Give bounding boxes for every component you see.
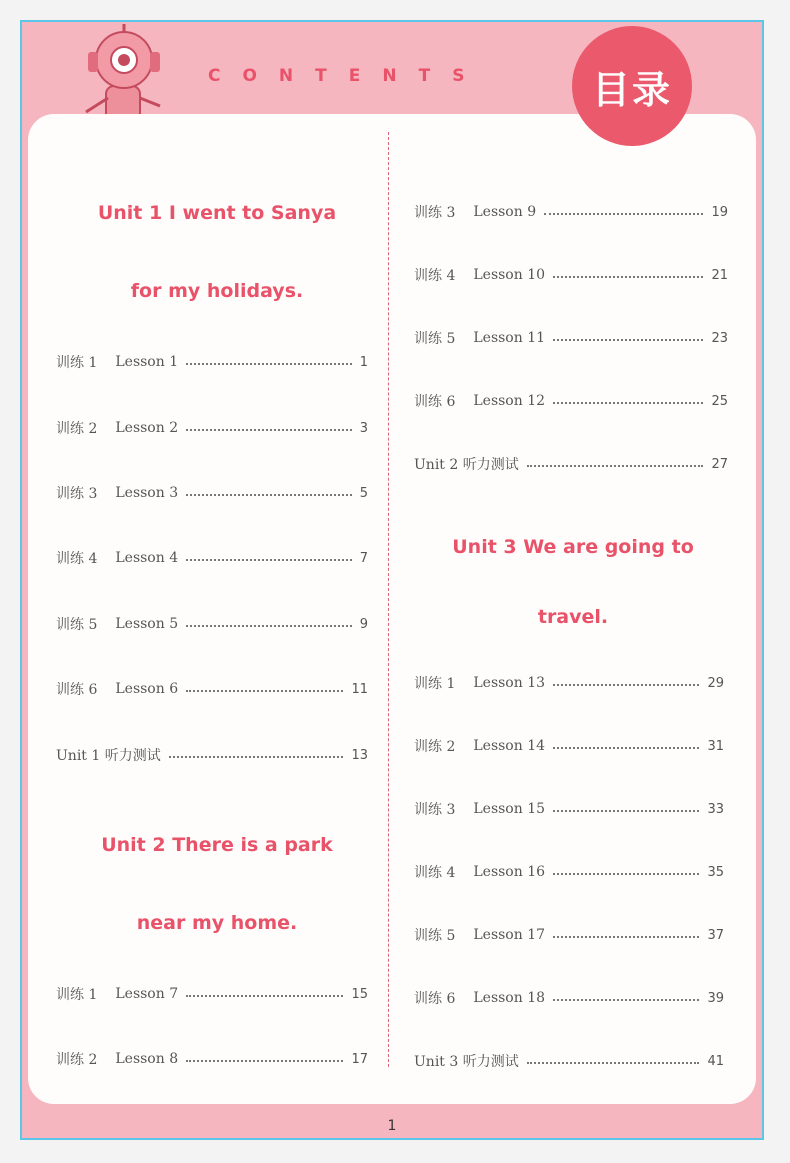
toc-entry[interactable] (414, 925, 724, 945)
leader-dots (553, 999, 699, 1001)
leader-dots (553, 684, 699, 686)
toc-entry-page: 31 (707, 738, 724, 754)
column-divider (388, 132, 389, 1067)
toc-entry-page: 33 (707, 801, 724, 817)
toc-entry[interactable] (56, 745, 368, 765)
toc-entry-label: 训练 1 (56, 987, 98, 1003)
toc-entry-label: Unit 2 听力测试 (414, 457, 519, 473)
toc-entry-page: 3 (359, 420, 368, 436)
toc-entry[interactable] (56, 679, 368, 699)
leader-dots (553, 747, 699, 749)
toc-entry-lesson: Lesson 3 (115, 485, 179, 501)
toc-entry-lesson: Lesson 17 (473, 927, 546, 943)
toc-entry-lesson: Lesson 4 (115, 550, 179, 566)
toc-entry-page: 21 (711, 267, 728, 283)
toc-entry-page: 29 (707, 675, 724, 691)
toc-entry-lesson: Lesson 14 (473, 738, 546, 754)
contents-heading: CONTENTS (208, 66, 487, 86)
toc-entry[interactable] (414, 202, 728, 222)
toc-entry-page: 41 (707, 1053, 724, 1069)
toc-entry-page: 23 (711, 330, 728, 346)
leader-dots (553, 339, 703, 341)
toc-entry-lesson: Lesson 18 (473, 990, 546, 1006)
unit-3-heading-line2: travel. (537, 606, 609, 628)
leader-dots (186, 559, 352, 561)
toc-entry[interactable] (56, 418, 368, 438)
toc-entry-page: 9 (359, 616, 368, 632)
leader-dots (553, 402, 703, 404)
toc-entry-page: 5 (359, 485, 368, 501)
toc-entry-label: 训练 3 (414, 205, 456, 221)
toc-entry-lesson: Lesson 15 (473, 801, 546, 817)
leader-dots (186, 690, 343, 692)
toc-entry-label: 训练 2 (56, 1052, 98, 1068)
leader-dots (169, 756, 344, 758)
toc-entry-label: 训练 3 (56, 486, 98, 502)
toc-entry-page: 35 (707, 864, 724, 880)
leader-dots (186, 625, 352, 627)
leader-dots (544, 213, 703, 215)
leader-dots (186, 363, 352, 365)
toc-entry-label: 训练 6 (56, 682, 98, 698)
leader-dots (186, 429, 352, 431)
toc-entry[interactable] (414, 736, 724, 756)
toc-entry[interactable] (414, 265, 728, 285)
toc-entry-label: Unit 1 听力测试 (56, 748, 161, 764)
toc-entry-lesson: Lesson 10 (473, 267, 546, 283)
leader-dots (553, 936, 699, 938)
toc-entry[interactable] (414, 862, 724, 882)
unit-2-heading-line2: near my home. (136, 912, 298, 934)
toc-entry-lesson: Lesson 16 (473, 864, 546, 880)
leader-dots (553, 276, 703, 278)
toc-entry-lesson: Lesson 2 (115, 420, 179, 436)
toc-entry-lesson: Lesson 7 (115, 986, 179, 1002)
toc-entry-page: 13 (351, 747, 368, 763)
toc-entry-page: 27 (711, 456, 728, 472)
leader-dots (553, 810, 699, 812)
toc-entry[interactable] (56, 984, 368, 1004)
leader-dots (527, 465, 704, 467)
toc-entry-label: 训练 5 (414, 331, 456, 347)
toc-entry[interactable] (414, 328, 728, 348)
toc-entry-page: 19 (711, 204, 728, 220)
toc-entry-label: 训练 6 (414, 991, 456, 1007)
toc-entry[interactable] (56, 548, 368, 568)
toc-entry[interactable] (414, 391, 728, 411)
contents-badge: 目录 (572, 26, 692, 146)
page-number: 1 (387, 1118, 397, 1134)
toc-entry-lesson: Lesson 8 (115, 1051, 179, 1067)
toc-entry[interactable] (56, 614, 368, 634)
toc-entry-page: 15 (351, 986, 368, 1002)
toc-entry-label: 训练 4 (414, 865, 456, 881)
toc-entry-lesson: Lesson 9 (473, 204, 537, 220)
toc-entry-lesson: Lesson 11 (473, 330, 546, 346)
toc-entry-label: 训练 2 (56, 421, 98, 437)
toc-entry-label: 训练 1 (56, 355, 98, 371)
toc-entry[interactable] (414, 799, 724, 819)
toc-entry-page: 11 (351, 681, 368, 697)
toc-entry-lesson: Lesson 5 (115, 616, 179, 632)
toc-entry-page: 25 (711, 393, 728, 409)
toc-entry-label: 训练 3 (414, 802, 456, 818)
toc-entry-label: 训练 5 (56, 617, 98, 633)
leader-dots (527, 1062, 700, 1064)
toc-entry[interactable] (56, 352, 368, 372)
unit-1-heading-line2: for my holidays. (130, 280, 304, 302)
toc-entry-lesson: Lesson 1 (115, 354, 179, 370)
contents-page (20, 20, 764, 1140)
leader-dots (186, 1060, 343, 1062)
unit-2-heading-line1: Unit 2 There is a park (101, 834, 333, 856)
leader-dots (186, 995, 343, 997)
toc-entry-page: 39 (707, 990, 724, 1006)
toc-entry-page: 1 (359, 354, 368, 370)
toc-entry[interactable] (56, 1049, 368, 1069)
toc-entry-lesson: Lesson 13 (473, 675, 546, 691)
toc-entry-lesson: Lesson 12 (473, 393, 546, 409)
leader-dots (186, 494, 352, 496)
toc-entry-label: 训练 6 (414, 394, 456, 410)
toc-entry-label: 训练 2 (414, 739, 456, 755)
toc-entry-page: 17 (351, 1051, 368, 1067)
toc-entry[interactable] (414, 1051, 724, 1071)
toc-entry-label: 训练 4 (56, 551, 98, 567)
toc-entry-lesson: Lesson 6 (115, 681, 179, 697)
unit-1-heading-line1: Unit 1 I went to Sanya (97, 202, 337, 224)
leader-dots (553, 873, 699, 875)
toc-entry-label: 训练 5 (414, 928, 456, 944)
toc-entry-page: 37 (707, 927, 724, 943)
toc-entry[interactable] (56, 483, 368, 503)
toc-entry[interactable] (414, 673, 724, 693)
toc-entry-label: 训练 4 (414, 268, 456, 284)
toc-entry[interactable] (414, 988, 724, 1008)
toc-entry-page: 7 (359, 550, 368, 566)
unit-3-heading-line1: Unit 3 We are going to (452, 536, 694, 558)
toc-entry[interactable] (414, 454, 728, 474)
toc-entry-label: 训练 1 (414, 676, 456, 692)
toc-entry-label: Unit 3 听力测试 (414, 1054, 519, 1070)
